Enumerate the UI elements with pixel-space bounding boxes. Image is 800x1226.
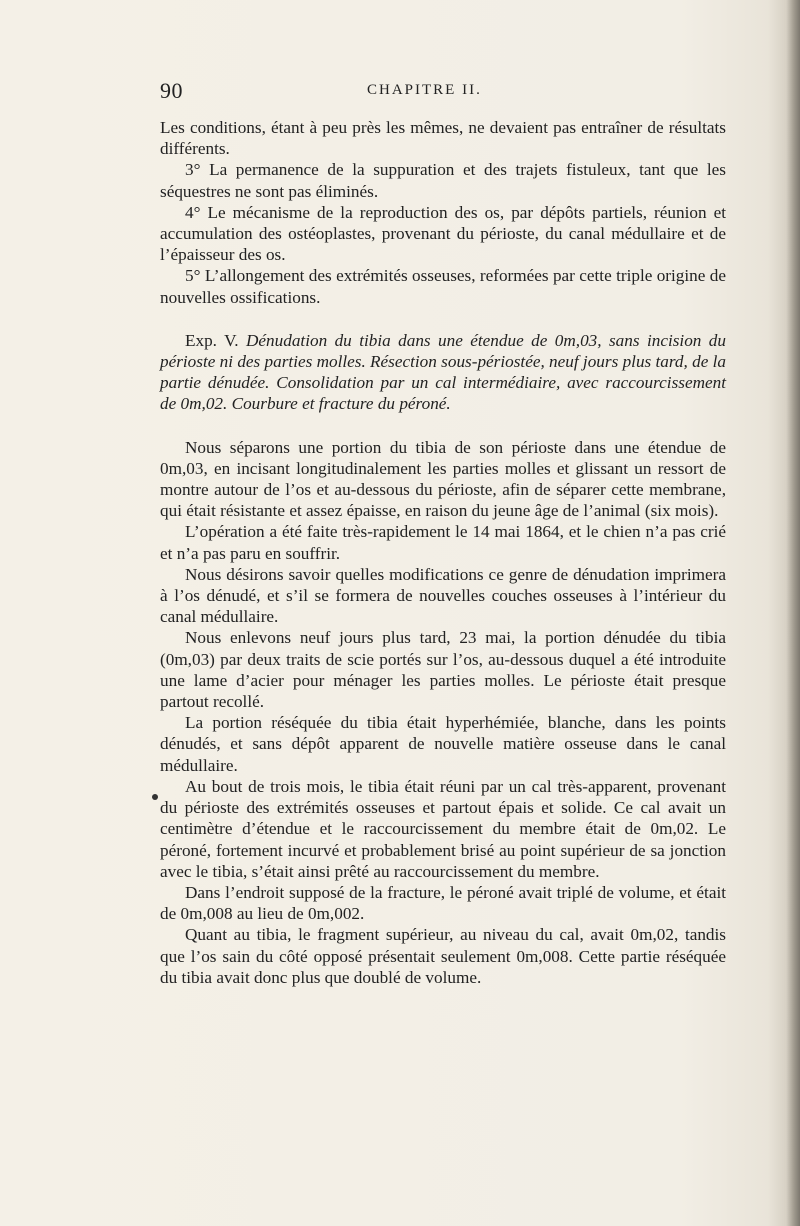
paragraph: Nous désirons savoir quelles modifications ce genre de dénudation imprimera à l’os dénudé, et s’il se formera de nouvelles couches osseuses à l’intérieur du canal médullaire. [160, 564, 726, 627]
page-body [160, 117, 726, 988]
paragraph: La portion réséquée du tibia était hyperhémiée, blanche, dans les points dénudés, et sans dépôt apparent de nouvelle matière osseuse dans le canal médullaire. [160, 713, 726, 775]
paragraph: L’opération a été faite très-rapidement le 14 mai 1864, et le chien n’a pas crié et n’a pas paru en souffrir. [160, 522, 726, 563]
page-number: 90 [160, 78, 183, 103]
paragraph: Nous enlevons neuf jours plus tard, 23 mai, la portion dénudée du tibia (0m,03) par deux traits de scie portés sur l’os, au-dessous duquel a été introduite une lame d’acier pour ménager les parties molles. Le périoste était presque partout recollé. [160, 628, 726, 712]
paragraph: Nous séparons une portion du tibia de son périoste dans une étendue de 0m,03, en incisant longitudinalement les parties molles et glissant un ressort de montre autour de l’os et au-dessous du périoste, afin de séparer cette membrane, qui était résistante et assez épaisse, en raison du jeune âge de l’animal (six mois). [160, 437, 726, 521]
margin-dot [152, 794, 158, 800]
paragraph: Dans l’endroit supposé de la fracture, le péroné avait triplé de volume, et était de 0m,008 au lieu de 0m,002. [160, 882, 726, 924]
paragraph: 5° L’allongement des extrémités osseuses, reformées par cette triple origine de nouvelles ossifications. [160, 266, 726, 307]
paragraph: Au bout de trois mois, le tibia était réuni par un cal très-apparent, provenant du périoste des extrémités osseuses et partout épais et solide. Ce cal avait un centimètre d’étendue et le raccourcissement du membre était de 0m,02. Le péroné, fortement incurvé et probablement brisé au point supérieur de sa jonction avec le tibia, s’était ainsi prêté au raccourcissement du membre. [160, 776, 726, 881]
paragraph: Quant au tibia, le fragment supérieur, au niveau du cal, avait 0m,02, tandis que l’os sain du côté opposé présentait seulement 0m,008. Cette partie réséquée du tibia avait donc plus que doublé de volume. [160, 925, 726, 987]
page-header [160, 78, 720, 108]
paragraph: 4° Le mécanisme de la reproduction des os, par dépôts partiels, réunion et accumulation des ostéoplastes, provenant du périoste, du canal médullaire et de l’épaisseur des os. [160, 202, 726, 265]
experiment-label: Exp. V. [185, 330, 239, 350]
paragraph: Les conditions, étant à peu près les mêmes, ne devaient pas entraîner de résultats différents. [160, 118, 726, 159]
running-head: CHAPITRE II. [367, 82, 482, 98]
paragraph: 3° La permanence de la suppuration et des trajets fistuleux, tant que les séquestres ne sont pas éliminés. [160, 160, 726, 201]
experiment-title: Dénudation du tibia dans une étendue de 0m,03, sans incision du périoste ni des parties molles. Résection sous-périostée, neuf jours plus tard, de la partie dénudée. Consolidation par un cal intermédiaire, avec raccourcissement de 0m,02. Courbure et fracture du péroné. [160, 330, 727, 414]
experiment-heading [160, 330, 726, 415]
page-edge [786, 0, 800, 1226]
